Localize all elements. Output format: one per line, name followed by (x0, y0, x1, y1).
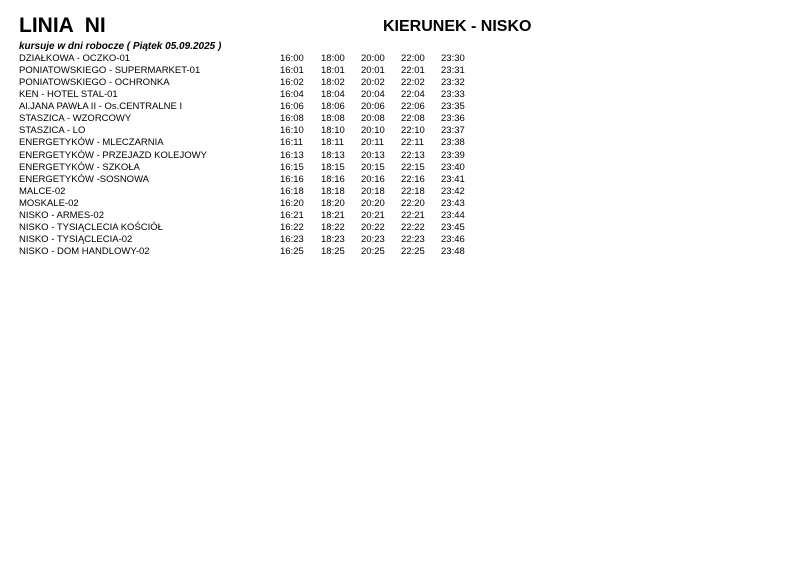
departure-time: 22:20 (401, 197, 425, 209)
departure-time: 22:15 (401, 161, 425, 173)
departure-time: 23:48 (441, 246, 465, 257)
direction-heading: KIERUNEK - NISKO (383, 18, 532, 35)
departure-time: 18:06 (321, 101, 345, 113)
timetable-row (19, 65, 479, 77)
stop-name: ENERGETYKÓW - SZKOŁA (19, 161, 140, 173)
timetable-row (19, 125, 479, 137)
departure-time: 16:25 (280, 246, 304, 257)
departure-time: 16:11 (280, 137, 304, 149)
line-title: LINIA NI (19, 14, 106, 37)
timetable-row (19, 101, 479, 113)
departure-time: 23:39 (441, 149, 465, 161)
timetable-row (19, 89, 479, 101)
timetable-row (19, 162, 479, 174)
departure-time: 22:01 (401, 65, 425, 77)
departure-time: 16:20 (280, 197, 304, 209)
timetable-row (19, 222, 479, 234)
stop-name: Al.JANA PAWŁA II - Os.CENTRALNE I (19, 101, 183, 113)
departure-time: 16:13 (280, 149, 304, 161)
timetable (19, 53, 479, 258)
departure-time: 23:45 (441, 221, 465, 233)
departure-time: 20:21 (361, 209, 385, 221)
departure-time: 23:32 (441, 77, 465, 89)
departure-time: 23:46 (441, 233, 465, 245)
stop-name: ENERGETYKÓW - PRZEJAZD KOLEJOWY (19, 149, 207, 161)
departure-time: 20:02 (361, 77, 385, 89)
departure-time: 22:11 (401, 137, 425, 149)
departure-time: 23:44 (441, 209, 465, 221)
stop-name: NISKO - TYSIĄCLECIA-02 (19, 233, 133, 245)
timetable-row (19, 198, 479, 210)
departure-time: 18:23 (321, 233, 345, 245)
departure-time: 16:10 (280, 125, 304, 137)
timetable-row (19, 113, 479, 125)
departure-time: 20:10 (361, 125, 385, 137)
departure-time: 20:00 (361, 53, 385, 64)
timetable-row (19, 174, 479, 186)
departure-time: 20:20 (361, 197, 385, 209)
departure-time: 23:35 (441, 101, 465, 113)
departure-time: 23:36 (441, 113, 465, 125)
service-days-note: kursuje w dni robocze ( Piątek 05.09.2025 ) (19, 41, 222, 52)
stop-name: ENERGETYKÓW -SOSNOWA (19, 173, 150, 185)
departure-time: 20:11 (361, 137, 385, 149)
departure-time: 16:21 (280, 209, 304, 221)
departure-time: 16:08 (280, 113, 304, 125)
departure-time: 23:41 (441, 173, 465, 185)
timetable-row (19, 234, 479, 246)
stop-name: STASZICA - WZORCOWY (19, 113, 132, 125)
departure-time: 20:01 (361, 65, 385, 77)
departure-time: 16:01 (280, 65, 304, 77)
stop-name: KEN - HOTEL STAL-01 (19, 89, 118, 101)
departure-time: 18:21 (321, 209, 345, 221)
timetable-row (19, 246, 479, 258)
departure-time: 18:25 (321, 246, 345, 257)
departure-time: 18:11 (321, 137, 345, 149)
stop-name: PONIATOWSKIEGO - SUPERMARKET-01 (19, 65, 201, 77)
departure-time: 22:08 (401, 113, 425, 125)
departure-time: 22:02 (401, 77, 425, 89)
stop-name: ENERGETYKÓW - MLECZARNIA (19, 137, 164, 149)
departure-time: 22:04 (401, 89, 425, 101)
departure-time: 23:37 (441, 125, 465, 137)
departure-time: 23:30 (441, 53, 465, 64)
departure-time: 18:13 (321, 149, 345, 161)
timetable-row (19, 77, 479, 89)
departure-time: 20:18 (361, 185, 385, 197)
departure-time: 23:31 (441, 65, 465, 77)
timetable-row (19, 186, 479, 198)
departure-time: 20:13 (361, 149, 385, 161)
departure-time: 16:00 (280, 53, 304, 64)
stop-name: PONIATOWSKIEGO - OCHRONKA (19, 77, 170, 89)
departure-time: 22:21 (401, 209, 425, 221)
stop-name: STASZICA - LO (19, 125, 86, 137)
departure-time: 20:23 (361, 233, 385, 245)
stop-name: NISKO - ARMES-02 (19, 209, 104, 221)
departure-time: 23:38 (441, 137, 465, 149)
departure-time: 22:22 (401, 221, 425, 233)
departure-time: 20:22 (361, 221, 385, 233)
departure-time: 18:01 (321, 65, 345, 77)
stop-name: DZIAŁKOWA - OCZKO-01 (19, 53, 131, 64)
departure-time: 16:04 (280, 89, 304, 101)
timetable-row (19, 210, 479, 222)
departure-time: 16:06 (280, 101, 304, 113)
stop-name: MOSKALE-02 (19, 197, 79, 209)
departure-time: 18:00 (321, 53, 345, 64)
departure-time: 23:40 (441, 161, 465, 173)
departure-time: 22:06 (401, 101, 425, 113)
departure-time: 18:02 (321, 77, 345, 89)
departure-time: 22:23 (401, 233, 425, 245)
departure-time: 22:13 (401, 149, 425, 161)
departure-time: 16:23 (280, 233, 304, 245)
departure-time: 18:15 (321, 161, 345, 173)
departure-time: 23:42 (441, 185, 465, 197)
departure-time: 22:25 (401, 246, 425, 257)
departure-time: 18:18 (321, 185, 345, 197)
timetable-row (19, 137, 479, 149)
departure-time: 18:22 (321, 221, 345, 233)
departure-time: 20:06 (361, 101, 385, 113)
departure-time: 22:18 (401, 185, 425, 197)
departure-time: 18:20 (321, 197, 345, 209)
departure-time: 20:15 (361, 161, 385, 173)
departure-time: 23:43 (441, 197, 465, 209)
departure-time: 18:10 (321, 125, 345, 137)
timetable-row (19, 53, 479, 65)
departure-time: 23:33 (441, 89, 465, 101)
departure-time: 20:25 (361, 246, 385, 257)
departure-time: 16:02 (280, 77, 304, 89)
departure-time: 20:04 (361, 89, 385, 101)
departure-time: 16:22 (280, 221, 304, 233)
departure-time: 16:16 (280, 173, 304, 185)
departure-time: 18:08 (321, 113, 345, 125)
stop-name: NISKO - TYSIĄCLECIA KOŚCIÓŁ (19, 221, 163, 233)
departure-time: 22:16 (401, 173, 425, 185)
departure-time: 18:04 (321, 89, 345, 101)
timetable-row (19, 150, 479, 162)
departure-time: 16:18 (280, 185, 304, 197)
departure-time: 22:10 (401, 125, 425, 137)
departure-time: 20:08 (361, 113, 385, 125)
departure-time: 18:16 (321, 173, 345, 185)
stop-name: MALCE-02 (19, 185, 66, 197)
departure-time: 22:00 (401, 53, 425, 64)
stop-name: NISKO - DOM HANDLOWY-02 (19, 246, 150, 257)
departure-time: 20:16 (361, 173, 385, 185)
departure-time: 16:15 (280, 161, 304, 173)
